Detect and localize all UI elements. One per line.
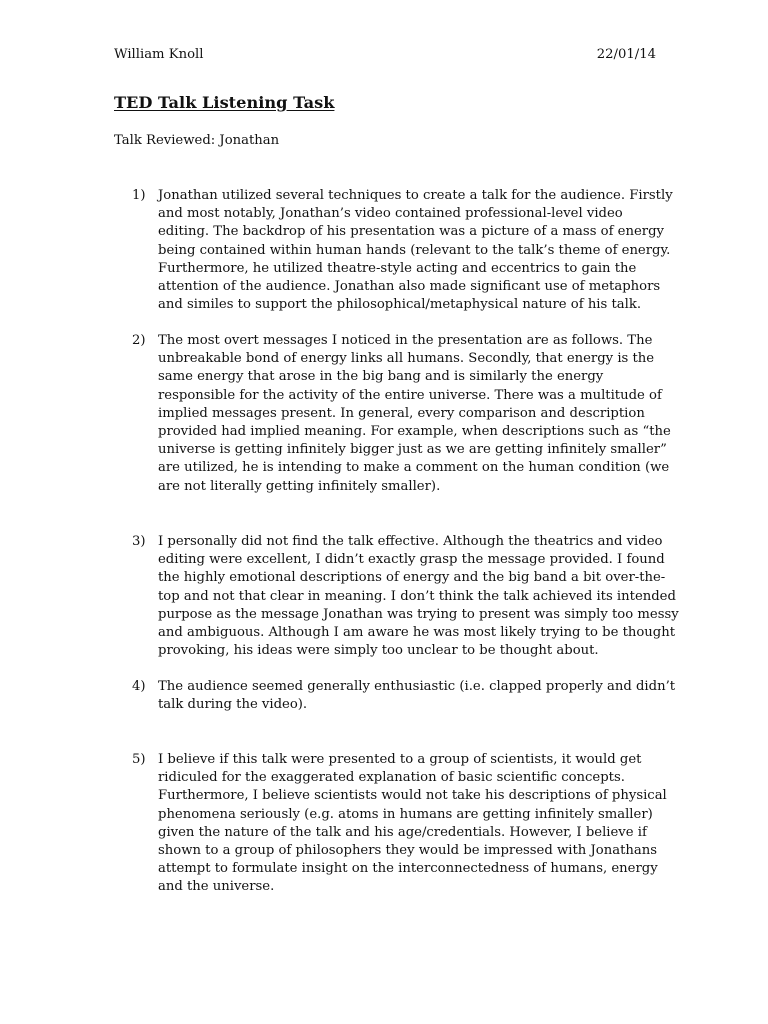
answer-line: Furthermore, he utilized theatre-style acting and eccentrics to gain the	[158, 260, 637, 276]
answer-line: I believe if this talk were presented to a group of scientists, it would get	[158, 752, 642, 767]
answer-line: are not literally getting infinitely smaller).	[158, 478, 441, 494]
answer-line: The most overt messages I noticed in the presentation are as follows. The	[158, 333, 653, 348]
answer-line: provided had implied meaning. For example, when descriptions such as “the	[158, 424, 671, 440]
answer-line: universe is getting infinitely bigger just as we are getting infinitely smaller”	[158, 442, 667, 458]
answer-number: 4)	[132, 679, 146, 694]
answer-line: and most notably, Jonathan’s video contained professional-level video	[158, 206, 623, 222]
answer-line: and ambiguous. Although I am aware he was most likely trying to be thought	[158, 625, 676, 641]
answer-line: shown to a group of philosophers they would be impressed with Jonathans	[158, 843, 657, 859]
answer-line: I personally did not find the talk effective. Although the theatrics and video	[158, 534, 663, 549]
answer-number: 2)	[132, 333, 146, 348]
page-header	[114, 47, 656, 67]
answer-line: purpose as the message Jonathan was trying to present was simply too messy	[158, 606, 679, 622]
author-name: William Knoll	[114, 47, 204, 62]
answer-line: unbreakable bond of energy links all humans. Secondly, that energy is the	[158, 351, 655, 367]
answer-line: provoking, his ideas were simply too unclear to be thought about.	[158, 643, 599, 659]
answer-line: and similes to support the philosophical/metaphysical nature of his talk.	[158, 297, 642, 313]
talk-reviewed-line: Talk Reviewed: Jonathan	[114, 133, 280, 148]
answer-text	[158, 751, 667, 897]
answer-line: attempt to formulate insight on the interconnectedness of humans, energy	[158, 861, 658, 877]
answer-text	[158, 533, 679, 660]
answer-text	[158, 678, 676, 714]
answer-line: editing were excellent, I didn’t exactly grasp the message provided. I found	[158, 552, 665, 568]
answer-line: attention of the audience. Jonathan also made significant use of metaphors	[158, 279, 661, 295]
answer-line: and the universe.	[158, 879, 275, 895]
answer-text	[158, 332, 671, 496]
answer-line: implied messages present. In general, every comparison and description	[158, 405, 645, 421]
document-date: 22/01/14	[596, 47, 656, 62]
answer-line: talk during the video).	[158, 697, 308, 713]
answer-number: 3)	[132, 534, 146, 549]
answer-line: Furthermore, I believe scientists would not take his descriptions of physical	[158, 788, 667, 804]
answer-line: same energy that arose in the big bang and is similarly the energy	[158, 369, 604, 385]
answer-line: Jonathan utilized several techniques to create a talk for the audience. Firstly	[158, 188, 673, 203]
answer-line: the highly emotional descriptions of energy and the big band a bit over-the-	[158, 570, 666, 586]
answer-line: given the nature of the talk and his age/credentials. However, I believe if	[158, 824, 647, 840]
answer-line: The audience seemed generally enthusiastic (i.e. clapped properly and didn’t	[158, 679, 676, 694]
answer-number: 1)	[132, 188, 146, 203]
answer-text	[158, 187, 673, 314]
answer-line: are utilized, he is intending to make a comment on the human condition (we	[158, 460, 670, 476]
answer-line: editing. The backdrop of his presentation was a picture of a mass of energy	[158, 224, 664, 240]
answer-line: being contained within human hands (relevant to the talk’s theme of energy.	[158, 242, 671, 258]
answer-line: phenomena seriously (e.g. atoms in humans are getting infinitely smaller)	[158, 806, 653, 822]
document-title: TED Talk Listening Task	[114, 93, 335, 112]
answer-number: 5)	[132, 752, 146, 767]
answer-line: ridiculed for the exaggerated explanation of basic scientific concepts.	[158, 770, 625, 786]
answer-line: top and not that clear in meaning. I don’t think the talk achieved its intended	[158, 588, 676, 604]
answer-line: responsible for the activity of the entire universe. There was a multitude of	[158, 387, 662, 403]
